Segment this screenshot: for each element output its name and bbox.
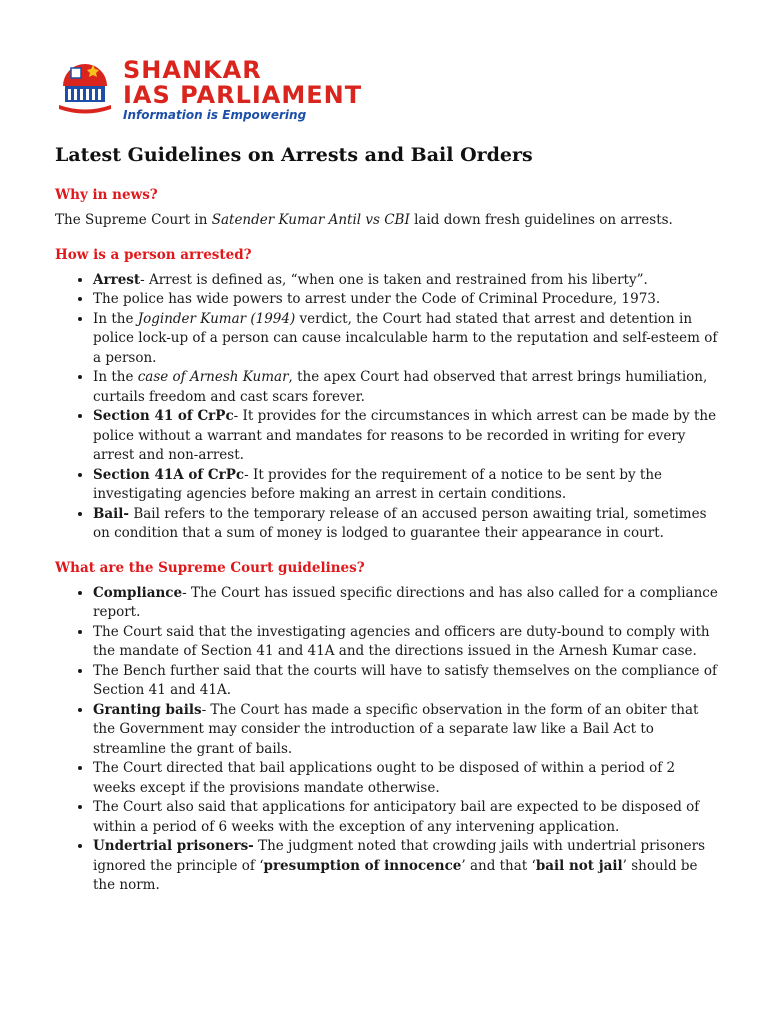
section-heading-sc-guidelines: What are the Supreme Court guidelines?	[55, 559, 365, 576]
bullet-text: - The Court has issued specific directions and has also called for a compliance report.	[93, 584, 718, 620]
section-heading-why-in-news: Why in news?	[55, 187, 158, 203]
list-item	[93, 290, 720, 310]
logo-tagline: Information is Empowering	[123, 108, 307, 122]
bullet-term: Granting bails	[93, 701, 202, 718]
list-item	[93, 310, 720, 369]
bullet-term: Compliance	[93, 584, 183, 601]
list-item	[93, 662, 720, 701]
bullet-text: verdict, the Court had stated that arrest and detention in police lock-up of a person can cause incalculable harm to the reputation and self-esteem of a person.	[93, 310, 718, 366]
bullet-text: In the	[93, 369, 138, 385]
list-item	[93, 759, 720, 798]
list-item	[93, 271, 720, 291]
key-phrase: presumption of innocence	[263, 857, 462, 874]
news-text-pre: The Supreme Court in	[55, 212, 212, 228]
parliament-emblem-icon	[55, 56, 115, 116]
case-name: case of Arnesh Kumar	[137, 369, 289, 385]
section-heading-how-arrested: How is a person arrested?	[55, 246, 252, 263]
bullet-text: ’ should be the norm.	[93, 857, 698, 893]
logo-name-line2: IAS PARLIAMENT	[123, 81, 363, 109]
bullet-term: Arrest	[93, 271, 141, 288]
bullet-text: Bail refers to the temporary release of an accused person awaiting trial, sometimes on condition that a sum of money is lodged to guarantee their appearance in court.	[93, 505, 707, 541]
logo-name-line1: SHANKAR	[123, 56, 262, 84]
news-text-post: laid down fresh guidelines on arrests.	[409, 212, 673, 228]
bullet-term: Section 41 of CrPc	[93, 408, 234, 424]
list-item	[93, 837, 720, 896]
case-name: Satender Kumar Antil vs CBI	[211, 212, 410, 228]
bullet-term: Bail-	[93, 505, 130, 522]
list-item	[93, 505, 720, 544]
list-item	[93, 701, 720, 760]
list-item	[93, 584, 720, 623]
article-title: Latest Guidelines on Arrests and Bail Orders	[55, 144, 533, 166]
bullet-text: - The Court has made a specific observation in the form of an obiter that the Government may consider the introduction of a separate law like a Bail Act to streamline the grant of bails.	[93, 701, 699, 757]
bullet-text: , the apex Court had observed that arrest brings humiliation, curtails freedom and cast scars forever.	[93, 369, 708, 405]
bullet-text: The judgment noted that crowding jails with undertrial prisoners ignored the principle of ‘	[93, 838, 706, 874]
list-item	[93, 623, 720, 662]
list-item	[93, 466, 720, 505]
bullet-text: The police has wide powers to arrest under the Code of Criminal Procedure, 1973.	[93, 291, 661, 307]
bullet-text: The Bench further said that the courts will have to satisfy themselves on the compliance of Section 41 and 41A.	[93, 662, 717, 698]
bullet-text: ’ and that ‘	[461, 857, 536, 874]
key-phrase: bail not jail	[535, 857, 623, 874]
news-paragraph	[55, 211, 720, 231]
bullet-text: - It provides for the circumstances in which arrest can be made by the police without a warrant and mandates for reasons to be recorded in writing for every arrest and non-arrest.	[93, 408, 717, 463]
article-body	[55, 142, 720, 896]
list-item	[93, 407, 720, 466]
list-item	[93, 798, 720, 837]
bullet-text: In the	[93, 310, 138, 327]
bullet-text: The Court directed that bail applications ought to be disposed of within a period of 2 weeks except if the provisions mandate otherwise.	[93, 760, 676, 796]
bullet-text: The Court said that the investigating agencies and officers are duty-bound to comply with the mandate of Section 41 and 41A and the directions issued in the Arnesh Kumar case.	[93, 623, 710, 659]
case-name: Joginder Kumar (1994)	[137, 310, 296, 327]
guidelines-bullet-list	[55, 584, 720, 896]
bullet-text: The Court also said that applications for anticipatory bail are expected to be disposed of within a period of 6 weeks with the exception of any intervening application.	[93, 799, 700, 835]
arrest-bullet-list	[55, 271, 720, 544]
bullet-term: Undertrial prisoners-	[93, 838, 254, 854]
bullet-text: - Arrest is defined as, “when one is taken and restrained from his liberty”.	[140, 271, 648, 288]
site-logo[interactable]	[55, 56, 395, 124]
list-item	[93, 368, 720, 407]
bullet-term: Section 41A of CrPc	[93, 466, 245, 483]
bullet-text: - It provides for the requirement of a notice to be sent by the investigating agencies before making an arrest in certain conditions.	[93, 466, 663, 502]
